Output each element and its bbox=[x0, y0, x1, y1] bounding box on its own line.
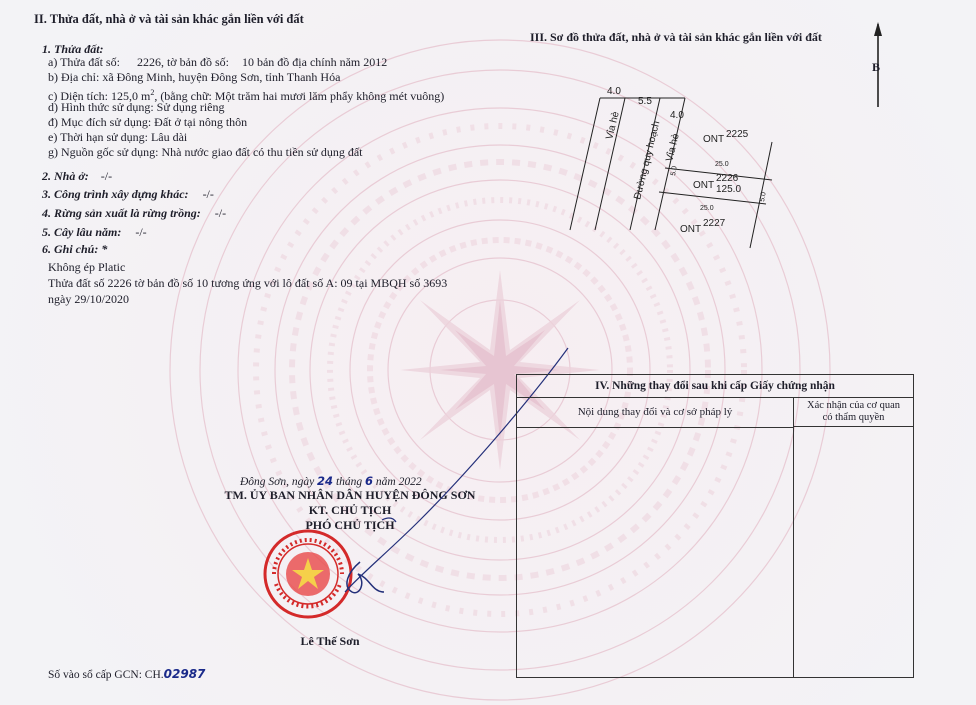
column-divider bbox=[793, 427, 794, 677]
trees-label: 5. Cây lâu năm: bbox=[42, 225, 122, 239]
construction-value: -/- bbox=[202, 187, 214, 201]
land-parcel-label: a) Thửa đất số: bbox=[48, 55, 120, 69]
parcel-2225-number: 2225 bbox=[726, 129, 749, 140]
confirmation-line-2: có thẩm quyền bbox=[822, 412, 885, 423]
changes-table bbox=[516, 374, 914, 678]
section-iii-title: III. Sơ đồ thửa đất, nhà ở và tài sản khác gắn liền với đất bbox=[530, 30, 822, 44]
parcel-2227-number: 2227 bbox=[703, 218, 726, 229]
parcel-2227-label: ONT bbox=[680, 224, 702, 235]
authority-line: TM. ỦY BAN NHÂN DÂN HUYỆN ĐÔNG SƠN bbox=[224, 488, 476, 502]
certificate-number-label: Số vào sổ cấp GCN: CH. bbox=[48, 669, 164, 681]
parcel-length-top: 25.0 bbox=[715, 161, 729, 168]
notes-line-3: ngày 29/10/2020 bbox=[48, 292, 129, 306]
section-ii-title: II. Thửa đất, nhà ở và tài sản khác gắn liền với đất bbox=[34, 12, 304, 26]
changes-column-content: Nội dung thay đổi và cơ sở pháp lý bbox=[517, 397, 793, 428]
construction-label: 3. Công trình xây dựng khác: bbox=[42, 187, 189, 201]
date-month-prefix: tháng bbox=[335, 476, 363, 488]
sidewalk-left-label: Vỉa hè bbox=[604, 110, 622, 141]
parcel-2226-label: ONT bbox=[693, 180, 715, 191]
land-sheet-label: , tờ bản đồ số: bbox=[160, 55, 229, 69]
land-parcel-number: 2226 bbox=[136, 55, 161, 69]
land-use-origin: g) Nguồn gốc sử dụng: Nhà nước giao đất có thu tiền sử dụng đất bbox=[48, 145, 363, 159]
signer-name: Lê Thế Sơn bbox=[300, 634, 360, 648]
parcel-diagram bbox=[560, 80, 800, 250]
house-value: -/- bbox=[100, 169, 113, 183]
parcel-2226-number: 2226 bbox=[716, 173, 739, 184]
width-right: 4.0 bbox=[670, 110, 684, 121]
notes-line-2: Thửa đất số 2226 tờ bản đồ số 10 tương ứng với lô đất số A: 09 tại MBQH số 3693 bbox=[48, 276, 448, 290]
forest-value: -/- bbox=[214, 206, 227, 220]
sidewalk-right-label: Vỉa hè bbox=[664, 132, 682, 163]
width-mid: 5.5 bbox=[638, 96, 652, 107]
planned-road-label: Đường quy hoạch bbox=[632, 119, 663, 201]
land-use-purpose: đ) Mục đích sử dụng: Đất ở tại nông thôn bbox=[48, 115, 248, 129]
land-address: b) Địa chỉ: xã Đông Minh, huyện Đông Sơn, tỉnh Thanh Hóa bbox=[48, 70, 341, 84]
certificate-number-value: 02987 bbox=[163, 667, 206, 681]
house-label: 2. Nhà ở: bbox=[42, 169, 89, 183]
certificate-number-row bbox=[48, 667, 205, 681]
width-left: 4.0 bbox=[607, 86, 621, 97]
parcel-side-right: 5.0 bbox=[759, 191, 768, 203]
position-line: PHÓ CHỦ TỊCH bbox=[305, 518, 395, 532]
changes-column-confirmation bbox=[793, 397, 913, 427]
trees-value: -/- bbox=[135, 225, 147, 239]
notes-label: 6. Ghi chú: * bbox=[42, 242, 108, 256]
construction-row bbox=[42, 185, 214, 203]
section-iv-title: IV. Những thay đổi sau khi cấp Giấy chứng nhận bbox=[517, 375, 913, 398]
north-label: B bbox=[872, 60, 881, 74]
forest-label: 4. Rừng sản xuất là rừng trồng: bbox=[42, 206, 201, 220]
parcel-length-bottom: 25.0 bbox=[700, 205, 714, 212]
land-parcel-line bbox=[48, 56, 387, 69]
land-area-value: c) Diện tích: 125,0 m bbox=[48, 89, 151, 103]
house-row bbox=[42, 167, 112, 185]
land-use-form: d) Hình thức sử dụng: Sử dụng riêng bbox=[48, 100, 225, 114]
confirmation-line-1: Xác nhận của cơ quan bbox=[806, 400, 900, 411]
land-area-unit-sup: 2 bbox=[150, 88, 155, 97]
trees-row bbox=[42, 223, 147, 241]
date-year: năm 2022 bbox=[375, 476, 422, 488]
deputy-line: KT. CHỦ TỊCH bbox=[308, 503, 392, 517]
notes-line-1: Không ép Platic bbox=[48, 260, 126, 274]
date-month: 6 bbox=[365, 474, 374, 488]
land-use-term: e) Thời hạn sử dụng: Lâu dài bbox=[48, 130, 188, 144]
land-area-words: , (bằng chữ: Một trăm hai mươi lăm phẩy không mét vuông) bbox=[154, 89, 445, 103]
land-heading: 1. Thửa đất: bbox=[42, 42, 104, 56]
parcel-2225-label: ONT bbox=[703, 134, 725, 145]
parcel-2226-area: 125.0 bbox=[716, 184, 742, 195]
land-sheet-number: 10 bản đồ địa chính năm 2012 bbox=[241, 55, 388, 69]
date-day: 24 bbox=[317, 474, 334, 488]
date-prefix: Đông Sơn, ngày bbox=[240, 476, 315, 488]
parcel-side-left: 5.0 bbox=[670, 165, 679, 177]
forest-row bbox=[42, 204, 226, 222]
